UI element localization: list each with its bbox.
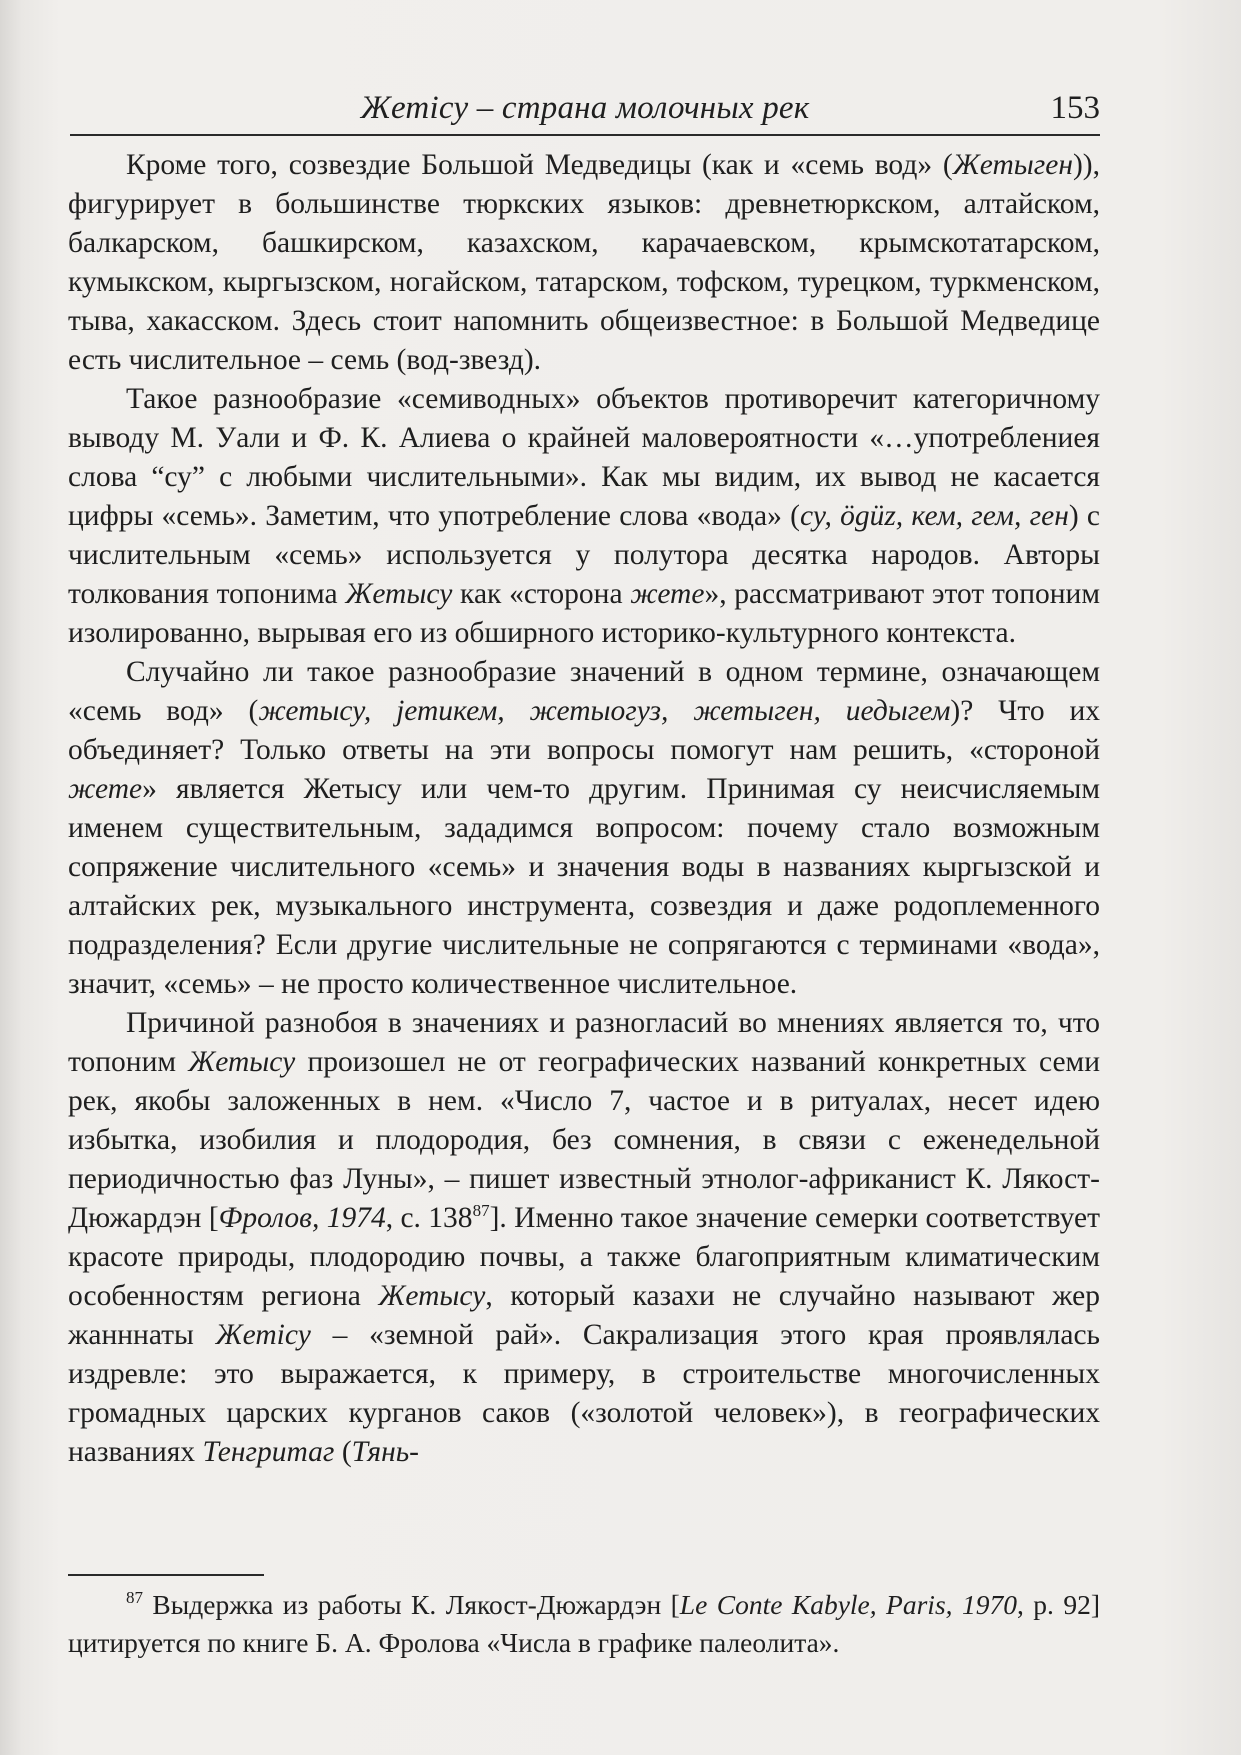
body-text [68,146,1100,1472]
footnote-rule [68,1574,264,1576]
footnote-italic-source: Le Conte Kabyle, Paris, 1970 [679,1589,1017,1620]
paragraph-4-text-e: , с. 138 [385,1202,473,1234]
paragraph-2-text-c: ) с числительным «семь» используется у полутора десятка народов. Авторы толкования топонима [68,500,1100,610]
footnote-text-a: Выдержка из работы К. Лякост-Дюжардэн [ [143,1589,680,1620]
paragraph-2 [68,380,1100,653]
paragraph-1-text-a: Кроме того, созвездие Большой Медведицы (как и «семь вод» ( [126,149,953,181]
paragraph-3 [68,653,1100,1004]
paragraph-4-italic-zhetysu-2: Жетысу [378,1280,486,1312]
paragraph-4-text-c: произошел не от географических названий конкретных семи рек, якобы заложенных в нем. «Число 7, частое и в ритуалах, несет идею избытка, изобилия и плодородия, без сомнения, в связи с еженедельной периодичностью фаз Луны», – пишет известный этнолог-африканист К. Лякост-Дюжардэн [ [68,1046,1100,1234]
paragraph-4-italic-zhetisu: Жетісу [215,1319,311,1351]
paragraph-4-italic-tengritag: Тенгритаг [202,1436,335,1468]
paragraph-3-italic-terms: жетысу, jетикем, жетыогуз, жетыген, иедыгем [258,695,951,727]
footnote-reference[interactable]: 87 [472,1201,490,1220]
footnote-mark: 87 [126,1588,143,1607]
paragraph-4-italic-citation: Фролов, 1974 [218,1202,386,1234]
paragraph-3-text-e: » является Жетысу или чем-то другим. Принимая су неисчисляемым именем существительным, зададимся вопросом: почему стало возможным сопряжение числительного «семь» и значения воды в названиях кыргызской и алтайских рек, музыкального инструмента, созвездия и даже родоплеменного подразделения? Если другие числительные не сопрягаются с терминами «вода», значит, «семь» – не просто количественное числительное. [68,773,1100,1000]
paragraph-3-italic-zhete: жете [68,773,143,805]
paragraph-2-text-a: Такое разнообразие «семиводных» объектов противоречит категоричному выводу М. Уали и Ф. К. Алиева о крайней маловероятности «…употреблениея слова “су” с любыми числительными». Как мы видим, их вывод не касается цифры «семь». Заметим, что употребление слова «вода» ( [68,383,1100,532]
footnote-text-c: , p. 92] цитируется по книге Б. А. Фролова «Числа в графике палеолита». [68,1589,1100,1658]
paragraph-4 [68,1004,1100,1472]
header-rule [70,134,1100,136]
paragraph-2-text-g: », рассматривают этот топоним изолированно, вырывая его из обширного историко-культурного контекста. [68,578,1100,649]
paragraph-1 [68,146,1100,380]
paragraph-2-italic-zhetysu: Жетысу [345,578,453,610]
footnote [68,1586,1100,1662]
paragraph-4-text-k: – «земной рай». Сакрализация этого края проявлялась издревле: это выражается, к примеру, в строительстве многочисленных громадных царских курганов саков («золотой человек»), в географических названиях [68,1319,1100,1468]
footnote-text [68,1586,1100,1662]
paragraph-4-text-i: , который казахи не случайно называют жер жанннаты [68,1280,1100,1351]
paragraph-2-italic-terms: су, ögüz, кем, гем, ген [799,500,1069,532]
page-number: 153 [1050,90,1100,126]
running-title: Жетісу – страна молочных рек [360,90,810,126]
paragraph-4-text-m: ( [334,1436,352,1468]
paragraph-3-text-c: )? Что их объединяет? Только ответы на эти вопросы помогут нам решить, «стороной [68,695,1100,766]
paragraph-4-text-g: ]. Именно такое значение семерки соответствует красоте природы, плодородию почвы, а также благоприятным климатическим особенностям региона [68,1202,1101,1312]
paragraph-1-italic-term: Жетыген [952,149,1073,181]
paragraph-3-text-a: Случайно ли такое разнообразие значений в одном термине, означающем «семь вод» ( [68,656,1100,727]
paragraph-1-text-c: )), фигурирует в большинстве тюркских языков: древнетюркском, алтайском, балкарском, башкирском, казахском, карачаевском, крымскотатарском, кумыкском, кыргызском, ногайском, татарском, тофском, турецком, туркменском, тыва, хакасском. Здесь стоит напомнить общеизвестное: в Большой Медведице есть числительное – семь (вод-звезд). [68,149,1100,376]
paragraph-2-italic-zhete: жете [630,578,705,610]
page-header [70,84,1100,130]
paragraph-4-italic-tyan: Тянь- [351,1436,419,1468]
paragraph-2-text-e: как «сторона [452,578,631,610]
paragraph-4-italic-zhetysu: Жетысу [188,1046,296,1078]
paragraph-4-text-a: Причиной разнобоя в значениях и разногласий во мнениях является то, что топоним [68,1007,1100,1078]
